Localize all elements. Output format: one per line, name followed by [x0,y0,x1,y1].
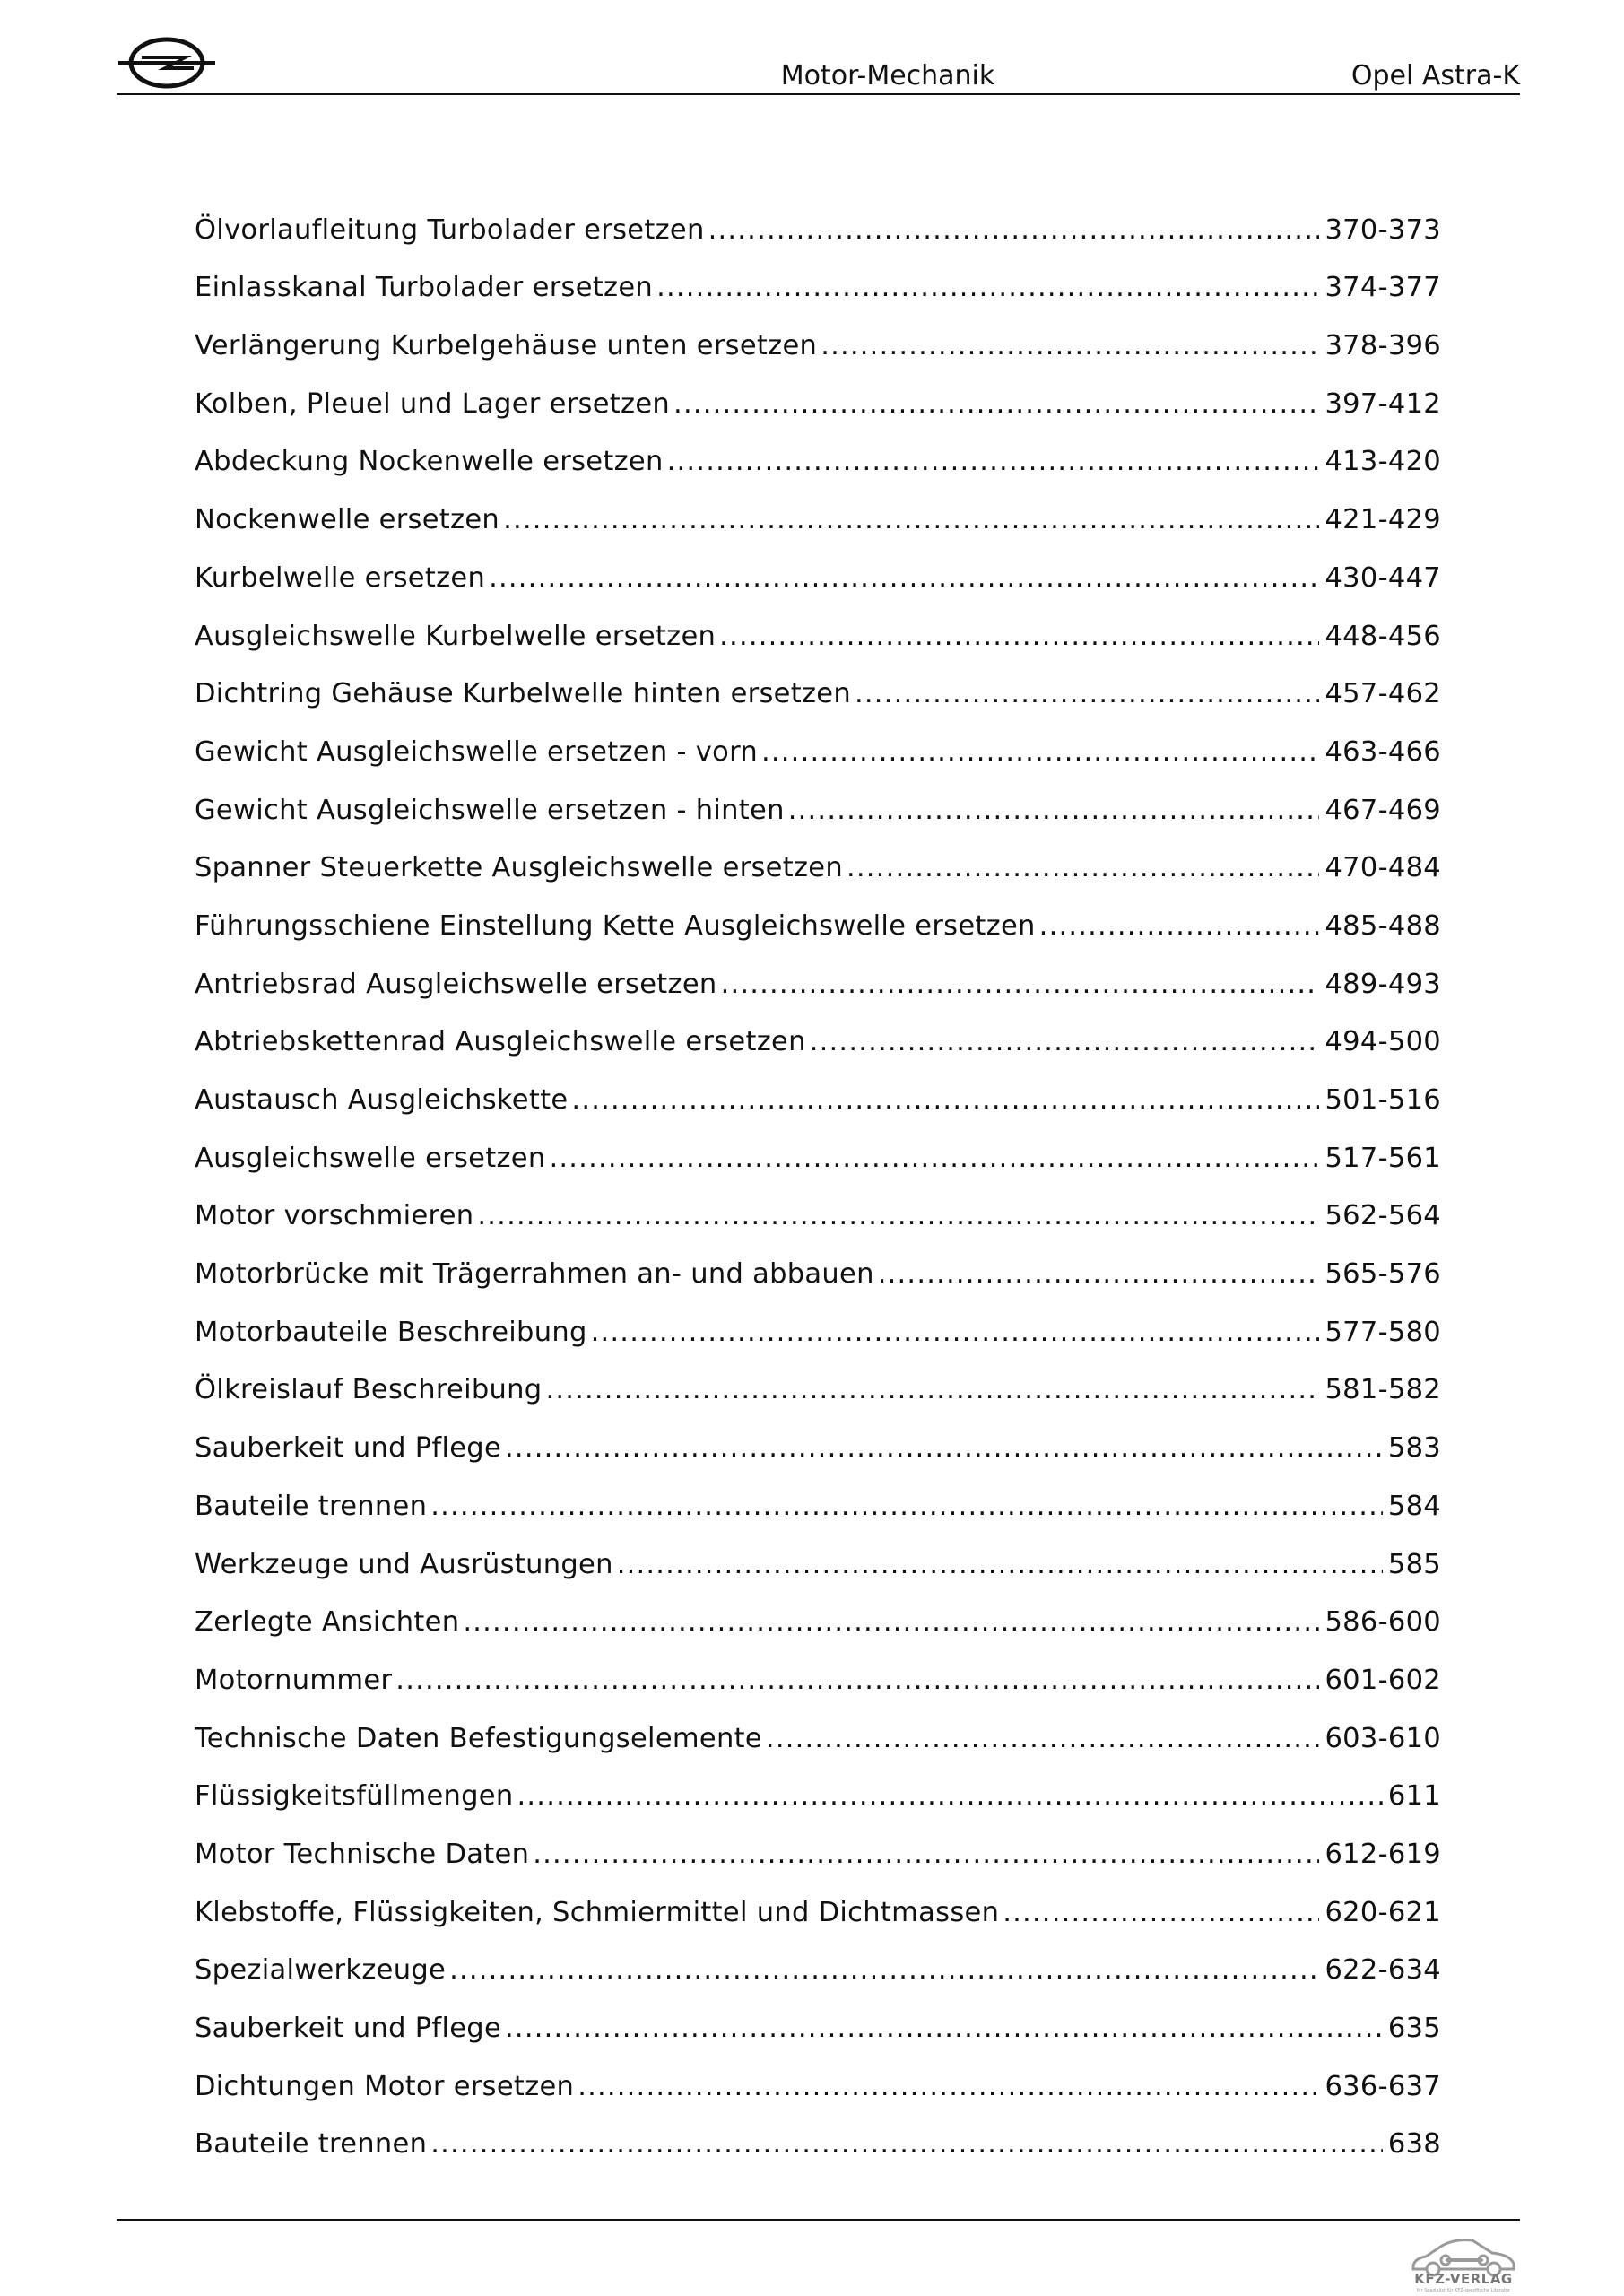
toc-entry-pages: 397-412 [1324,387,1441,420]
toc-dot-leader [656,270,1319,306]
toc-entry-title: Motor Technische Daten [195,1838,530,1870]
toc-entry[interactable] [195,480,1441,538]
toc-entry[interactable] [195,1118,1441,1177]
toc-entry[interactable] [195,596,1441,655]
toc-dot-leader [1039,909,1320,944]
toc-entry[interactable] [195,1757,1441,1815]
toc-entry-title: Spanner Steuerkette Ausgleichswelle ersetzen [195,852,843,884]
toc-entry[interactable] [195,655,1441,713]
page-header [117,34,1520,97]
toc-entry-pages: 601-602 [1324,1664,1441,1696]
toc-entry-title: Abdeckung Nockenwelle ersetzen [195,446,664,478]
toc-dot-leader [878,1257,1320,1292]
toc-entry[interactable] [195,2105,1441,2163]
toc-dot-leader [503,502,1319,538]
toc-entry[interactable] [195,1408,1441,1466]
toc-dot-leader [821,328,1319,364]
toc-entry-title: Bauteile trennen [195,1490,428,1522]
toc-entry-pages: 470-484 [1324,852,1441,884]
toc-dot-leader [463,1605,1319,1640]
toc-dot-leader [719,619,1319,655]
toc-entry-title: Verlängerung Kurbelgehäuse unten ersetzen [195,330,818,362]
toc-entry[interactable] [195,712,1441,770]
toc-entry-pages: 457-462 [1324,678,1441,710]
toc-entry-title: Flüssigkeitsfüllmengen [195,1780,514,1813]
toc-entry-title: Bauteile trennen [195,2128,428,2161]
toc-dot-leader [766,1721,1320,1757]
toc-entry-pages: 501-516 [1324,1084,1441,1116]
toc-entry[interactable] [195,2047,1441,2105]
toc-dot-leader [449,1952,1319,1988]
toc-entry-title: Zerlegte Ansichten [195,1606,460,1639]
toc-entry-title: Dichtring Gehäuse Kurbelwelle hinten ersetzen [195,678,851,710]
toc-entry-title: Motorbauteile Beschreibung [195,1316,587,1348]
toc-entry-pages: 638 [1387,2128,1441,2161]
toc-entry[interactable] [195,944,1441,1003]
header-vehicle-title: Opel Astra-K [1350,60,1520,91]
toc-entry[interactable] [195,248,1441,307]
toc-entry-title: Austausch Ausgleichskette [195,1084,569,1116]
toc-entry-title: Abtriebskettenrad Ausgleichswelle ersetzen [195,1026,806,1058]
toc-dot-leader [721,967,1320,1003]
opel-blitz-logo-icon [117,34,217,91]
toc-entry-title: Sauberkeit und Pflege [195,1432,502,1465]
toc-entry-title: Ausgleichswelle Kurbelwelle ersetzen [195,620,716,652]
toc-entry-pages: 603-610 [1324,1722,1441,1754]
toc-entry-title: Einlasskanal Turbolader ersetzen [195,272,654,304]
toc-entry-pages: 467-469 [1324,794,1441,826]
toc-entry[interactable] [195,1234,1441,1292]
toc-entry[interactable] [195,1525,1441,1583]
toc-entry-pages: 413-420 [1324,446,1441,478]
toc-entry-title: Ölvorlaufleitung Turbolader ersetzen [195,213,705,246]
toc-entry-pages: 370-373 [1324,213,1441,246]
toc-entry-title: Kurbelwelle ersetzen [195,561,486,594]
toc-entry-pages: 581-582 [1324,1374,1441,1406]
header-section-title: Motor-Mechanik [780,60,995,91]
toc-entry-pages: 565-576 [1324,1258,1441,1291]
toc-entry-title: Technische Daten Befestigungselemente [195,1722,762,1754]
toc-entry[interactable] [195,1292,1441,1351]
toc-dot-leader [550,1141,1320,1177]
toc-entry-pages: 583 [1387,1432,1441,1465]
toc-entry-title: Ausgleichswelle ersetzen [195,1142,546,1174]
toc-dot-leader [788,793,1320,829]
toc-entry-pages: 562-564 [1324,1200,1441,1232]
toc-entry[interactable] [195,422,1441,481]
toc-dot-leader [617,1547,1383,1583]
toc-entry-title: Ölkreislauf Beschreibung [195,1374,543,1406]
toc-dot-leader [673,387,1319,422]
toc-dot-leader [395,1663,1319,1699]
toc-entry-pages: 577-580 [1324,1316,1441,1348]
toc-entry[interactable] [195,886,1441,944]
toc-entry[interactable] [195,1177,1441,1235]
toc-entry[interactable] [195,306,1441,364]
toc-dot-leader [477,1198,1319,1234]
toc-entry[interactable] [195,1003,1441,1061]
toc-entry[interactable] [195,1931,1441,1989]
toc-entry-title: Nockenwelle ersetzen [195,504,500,536]
toc-entry-pages: 494-500 [1324,1026,1441,1058]
toc-dot-leader [810,1024,1320,1060]
toc-entry-pages: 586-600 [1324,1606,1441,1639]
toc-dot-leader [430,2126,1383,2162]
toc-entry[interactable] [195,1873,1441,1931]
toc-dot-leader [505,1431,1383,1466]
toc-entry[interactable] [195,1583,1441,1641]
toc-entry-pages: 584 [1387,1490,1441,1522]
toc-entry[interactable] [195,1060,1441,1118]
toc-entry-pages: 636-637 [1324,2070,1441,2102]
toc-entry-title: Sauberkeit und Pflege [195,2013,502,2044]
toc-entry-title: Führungsschiene Einstellung Kette Ausgleichswelle ersetzen [195,909,1036,942]
toc-entry[interactable] [195,770,1441,829]
toc-entry-title: Gewicht Ausgleichswelle ersetzen - vorn [195,735,758,768]
toc-entry-pages: 635 [1387,2013,1441,2044]
toc-entry-title: Motornummer [195,1664,393,1696]
toc-entry-title: Klebstoffe, Flüssigkeiten, Schmiermittel und Dichtmassen [195,1896,1000,1928]
toc-entry-pages: 448-456 [1324,620,1441,652]
toc-entry[interactable] [195,1640,1441,1699]
toc-entry-pages: 430-447 [1324,561,1441,594]
toc-dot-leader [708,213,1320,248]
toc-dot-leader [847,850,1319,886]
toc-dot-leader [489,561,1319,596]
toc-dot-leader [855,676,1319,712]
toc-entry-pages: 622-634 [1324,1954,1441,1987]
toc-dot-leader [667,444,1320,480]
toc-entry-pages: 421-429 [1324,504,1441,536]
toc-entry-pages: 489-493 [1324,968,1441,1000]
toc-entry-title: Spezialwerkzeuge [195,1954,447,1987]
header-divider [117,93,1520,95]
toc-entry-pages: 620-621 [1324,1896,1441,1928]
toc-entry-title: Motorbrücke mit Trägerrahmen an- und abbauen [195,1258,874,1291]
toc-entry[interactable] [195,1351,1441,1409]
toc-entry-pages: 485-488 [1324,909,1441,942]
toc-entry[interactable] [195,1699,1441,1757]
toc-entry-pages: 378-396 [1324,330,1441,362]
toc-dot-leader [517,1779,1383,1814]
toc-entry-title: Kolben, Pleuel und Lager ersetzen [195,387,671,420]
toc-entry-pages: 612-619 [1324,1838,1441,1870]
toc-dot-leader [545,1372,1319,1408]
publisher-tagline: Ihr Spezialist für KFZ-spezifische Literatur [1416,2288,1511,2293]
toc-entry-title: Dichtungen Motor ersetzen [195,2070,575,2102]
toc-entry-title: Antriebsrad Ausgleichswelle ersetzen [195,968,717,1000]
toc-entry-pages: 463-466 [1324,735,1441,768]
toc-entry[interactable] [195,1814,1441,1873]
toc-dot-leader [578,2069,1319,2105]
toc-entry-pages: 611 [1387,1780,1441,1813]
toc-dot-leader [591,1315,1320,1351]
toc-entry-pages: 374-377 [1324,272,1441,304]
toc-entry-pages: 517-561 [1324,1142,1441,1174]
toc-entry[interactable] [195,538,1441,596]
toc-dot-leader [761,735,1319,770]
toc-entry-title: Motor vorschmieren [195,1200,474,1232]
toc-dot-leader [505,2011,1383,2047]
toc-dot-leader [571,1083,1319,1118]
publisher-name: KFZ-VERLAG [1414,2271,1513,2287]
table-of-contents [195,190,1441,2162]
toc-entry[interactable] [195,190,1441,248]
toc-entry-title: Gewicht Ausgleichswelle ersetzen - hinten [195,794,785,826]
toc-entry-title: Werkzeuge und Ausrüstungen [195,1548,613,1580]
toc-dot-leader [533,1837,1319,1873]
toc-entry[interactable] [195,829,1441,887]
toc-dot-leader [430,1489,1383,1525]
toc-entry[interactable] [195,364,1441,422]
toc-entry[interactable] [195,1988,1441,2047]
toc-entry[interactable] [195,1466,1441,1525]
footer-divider [117,2219,1520,2221]
toc-entry-pages: 585 [1387,1548,1441,1580]
toc-dot-leader [1003,1895,1319,1931]
